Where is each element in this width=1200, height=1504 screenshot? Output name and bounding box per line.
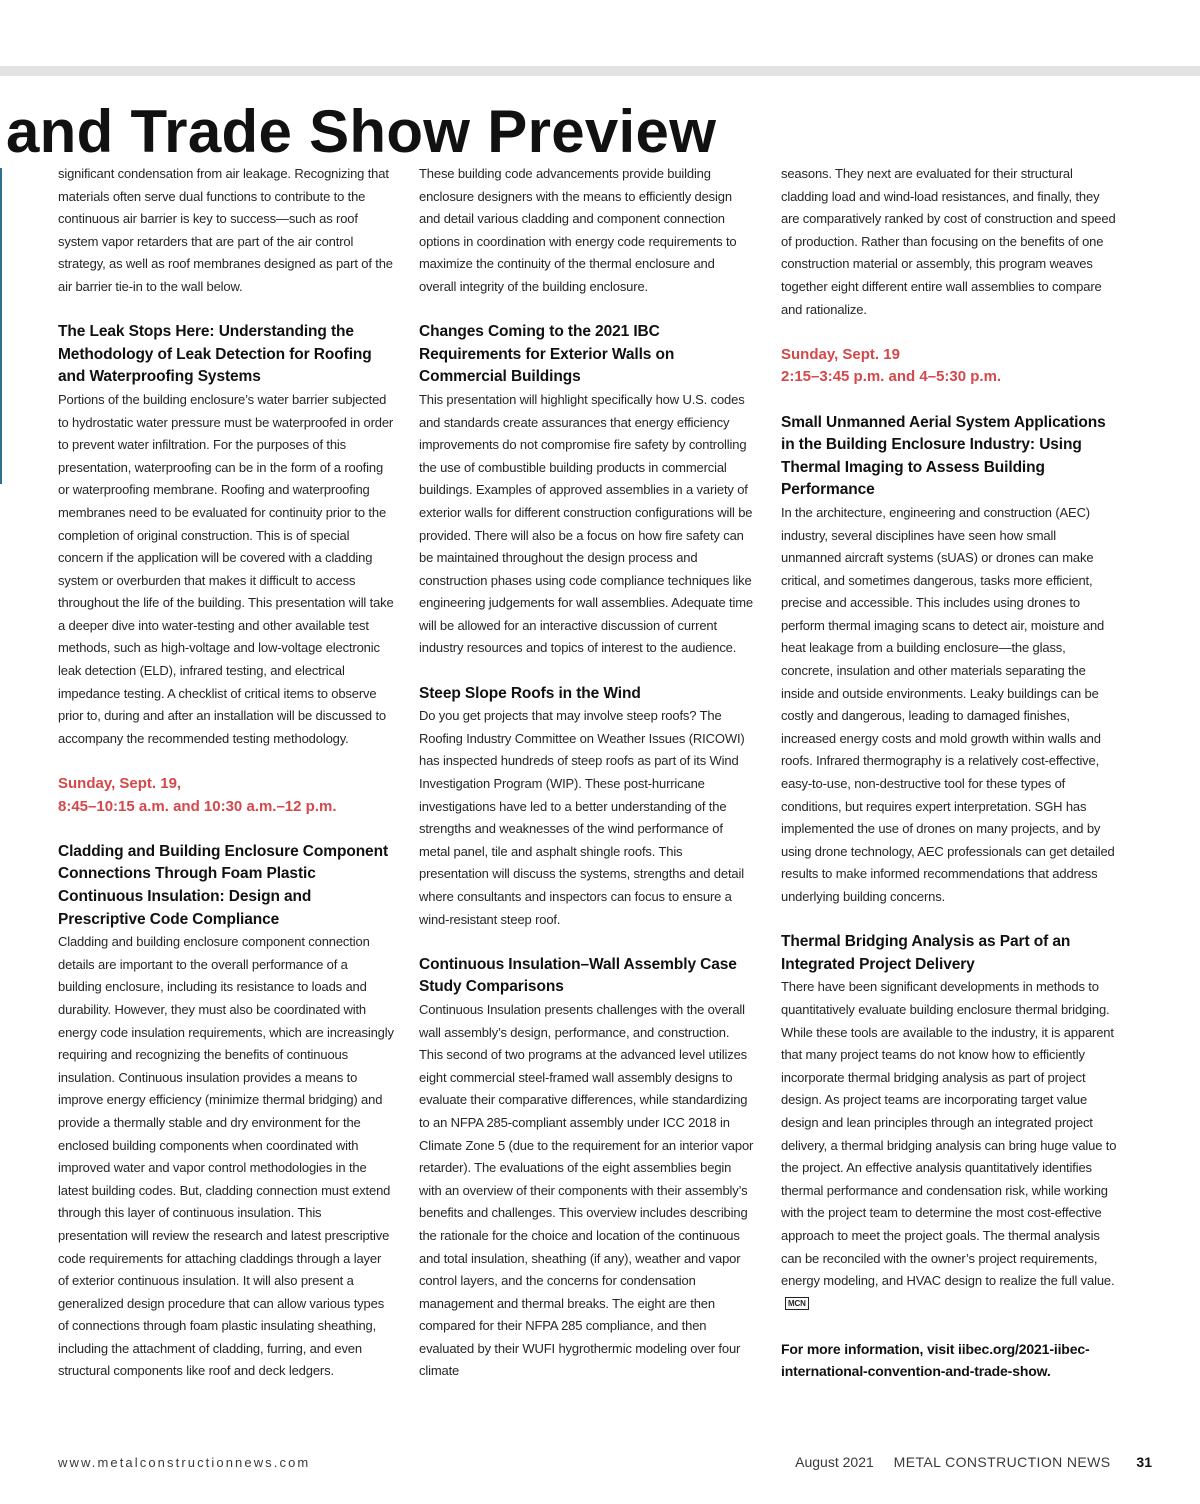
column-1 (58, 163, 394, 1383)
column-2-intro: These building code advancements provide building enclosure designers with the means to efficiently design and detail various cladding and component connection options in coordination with energy code requirements to maximize the continuity of the thermal enclosure and overall integrity of the building enclosure. (419, 166, 737, 294)
session-title-suas-thermal: Small Unmanned Aerial System Applications in the Building Enclosure Industry: Using Thermal Imaging to Assess Building Performance (781, 413, 1106, 499)
footer-page-number: 31 (1136, 1454, 1152, 1470)
session-body-cladding-connections: Cladding and building enclosure component connection details are important to the overall performance of a building enclosure, including its resistance to loads and durability. However, they must also be coordinated with energy code insulation requirements, which are increasingly requiring and recognizing the benefits of continuous insulation. Continuous insulation provides a means to improve energy efficiency (minimize thermal bridging) and provide a thermally stable and dry environment for the enclosed building components when coordinated with improved water and vapor control methodologies in the latest building codes. But, cladding connection must extend through this layer of continuous insulation. This presentation will review the research and latest prescriptive code requirements for attaching claddings through a layer of exterior continuous insulation. It will also present a generalized design procedure that can allow various types of connections through foam plastic insulating sheathing, including the attachment of cladding, furring, and even structural components like roof and deck ledgers. (58, 934, 394, 1379)
left-accent-rule (0, 168, 2, 484)
column-2 (419, 163, 755, 1383)
schedule-time: 2:15–3:45 p.m. and 4–5:30 p.m. (781, 368, 1002, 386)
schedule-time: 8:45–10:15 a.m. and 10:30 a.m.–12 p.m. (58, 797, 337, 815)
session-body-2021-ibc: This presentation will highlight specifically how U.S. codes and standards create assurances that energy efficiency improvements do not compromise fire safety by controlling the use of combustible building products in commercial buildings. Examples of approved assemblies in a variety of exterior walls for different construction configurations will be provided. There will also be a focus on how fire safety can be maintained throughout the design process and construction phases using code compliance techniques like engineering judgements for wall assemblies. Adequate time will be allowed for an interactive discussion of current industry resources and topics of interest to the audience. (419, 391, 753, 656)
column-1-intro: significant condensation from air leakage. Recognizing that materials often serve dual functions to contribute to the continuous air barrier is key to success—such as roof system vapor retarders that are part of the air control strategy, as well as roof membranes designed as part of the air barrier tie-in to the wall below. (58, 166, 393, 294)
session-title-continuous-insulation: Continuous Insulation–Wall Assembly Case Study Comparisons (419, 955, 737, 996)
footer-magazine-name: METAL CONSTRUCTION NEWS (893, 1454, 1111, 1470)
schedule-day: Sunday, Sept. 19, (58, 775, 182, 793)
session-body-continuous-insulation: Continuous Insulation presents challenges with the overall wall assembly’s design, performance, and construction. This second of two programs at the advanced level utilizes eight commercial steel-framed wall assembly designs to evaluate their comparative differences, while standardizing to an NFPA 285-compliant assembly under ICC 2018 in Climate Zone 5 (due to the requirement for an interior vapor retarder). The evaluations of the eight assemblies begin with an overview of their components with their assembly’s benefits and challenges. This overview includes describing the rationale for the choice and location of the continuous and total insulation, sheathing (if any), weather and vapor control layers, and the concerns for condensation management and thermal breaks. The eight are then compared for their NFPA 285 compliance, and then evaluated by their WUFI hygrothermic modeling over four climate (419, 1001, 754, 1379)
footer-issue-info (795, 1454, 1152, 1470)
session-title-2021-ibc: Changes Coming to the 2021 IBC Requirements for Exterior Walls on Commercial Buildings (419, 323, 675, 386)
more-info-link[interactable]: For more information, visit iibec.org/2021-iibec-international-convention-and-trade-show. (781, 1340, 1090, 1380)
schedule-day: Sunday, Sept. 19 (781, 345, 900, 363)
session-title-leak-stops-here: The Leak Stops Here: Understanding the Methodology of Leak Detection for Roofing and Waterproofing Systems (58, 323, 372, 386)
page-headline: and Trade Show Preview (6, 98, 717, 165)
thermal-bridging-text: There have been significant developments in methods to quantitatively evaluate building enclosure thermal bridging. While these tools are available to the industry, it is apparent that many project teams do not know how to efficiently incorporate thermal bridging analysis as part of project design. As project teams are incorporating target value design and lean principles through an integrated project delivery, a thermal bridging analysis can bring huge value to the project. An effective analysis quantitatively identifies thermal performance and condensation risk, while working with the project team to determine the most cost-effective approach to meet the project goals. The thermal analysis can be reconciled with the owner’s project requirements, energy modeling, and HVAC design to realize the full value. (781, 979, 1117, 1289)
session-title-cladding-connections: Cladding and Building Enclosure Component Connections Through Foam Plastic Continuous Insulation: Design and Prescriptive Code Compliance (58, 842, 389, 928)
footer-issue-date: August 2021 (795, 1454, 874, 1470)
session-title-thermal-bridging: Thermal Bridging Analysis as Part of an Integrated Project Delivery (781, 933, 1071, 973)
column-3 (781, 163, 1117, 1383)
session-body-leak-stops-here: Portions of the building enclosure’s water barrier subjected to hydrostatic water pressure must be waterproofed in order to prevent water infiltration. For the purposes of this presentation, waterproofing can be in the form of a roofing or waterproofing membrane. Roofing and waterproofing membranes need to be evaluated for continuity prior to the completion of original construction. This is of special concern if the application will be covered with a cladding system or overburden that makes it difficult to access throughout the life of the building. This presentation will take a deeper dive into water-testing and other available test methods, such as high-voltage and low-voltage electronic leak detection (ELD), infrared testing, and electrical impedance testing. A checklist of critical items to observe prior to, during and after an installation will be discussed to accompany the recommended testing methodology. (58, 391, 394, 746)
session-body-suas-thermal: In the architecture, engineering and construction (AEC) industry, several disciplines have seen how small unmanned aircraft systems (sUAS) or drones can make critical, and sometimes dangerous, tasks more efficient, precise and accessible. This includes using drones to perform thermal imaging scans to detect air, moisture and heat leakage from a building enclosure—the glass, concrete, insulation and other materials separating the inside and outside environments. Leaky buildings can be costly and dangerous, leading to damaged finishes, increased energy costs and mold growth within walls and roofs. Infrared thermography is a relatively cost-effective, easy-to-use, non-destructive tool for these types of conditions, but requires expert interpretation. SGH has implemented the use of drones on many projects, and by using drone technology, AEC professionals can get detailed results to make informed recommendations that address underlying building concerns. (781, 504, 1115, 904)
footer-website-url[interactable]: www.metalconstructionnews.com (58, 1455, 311, 1470)
session-body-steep-slope: Do you get projects that may involve steep roofs? The Roofing Industry Committee on Weather Issues (RICOWI) has inspected hundreds of steep roofs as part of its Wind Investigation Program (WIP). These post-hurricane investigations have led to a better understanding of the strengths and weaknesses of the wind performance of metal panel, tile and asphalt shingle roofs. This presentation will discuss the systems, strengths and detail where consultants and inspectors can focus to ensure a wind-resistant steep roof. (419, 708, 745, 927)
session-title-steep-slope: Steep Slope Roofs in the Wind (419, 684, 641, 702)
top-divider-bar (0, 66, 1200, 76)
column-3-intro: seasons. They next are evaluated for their structural cladding load and wind-load resistances, and finally, they are comparatively ranked by cost of construction and speed of production. Rather than focusing on the benefits of one construction material or assembly, this program weaves together eight different entire wall assemblies to compare and rationalize. (781, 166, 1116, 317)
session-body-thermal-bridging (781, 976, 1117, 1315)
end-mark-icon: MCN (785, 1297, 809, 1310)
